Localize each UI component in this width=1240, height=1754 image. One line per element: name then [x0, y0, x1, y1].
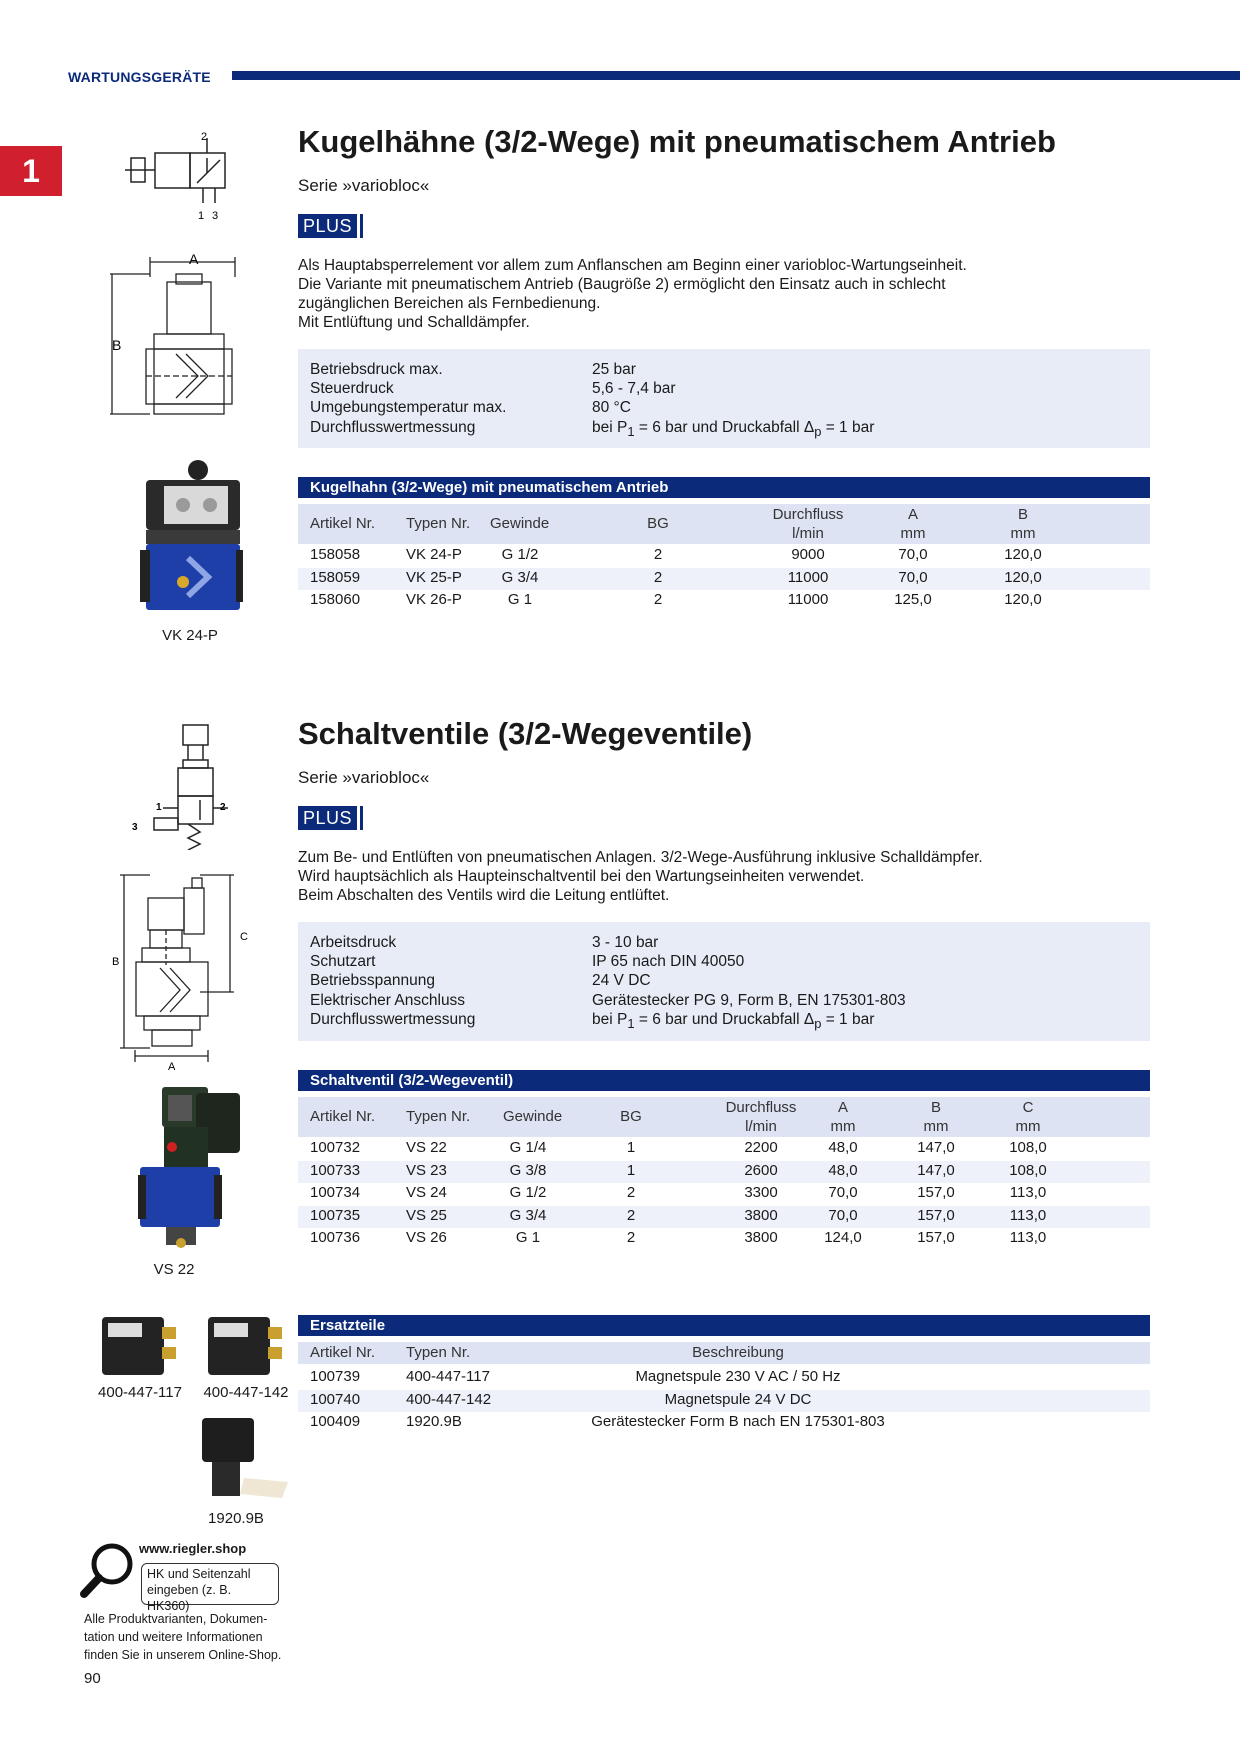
table-cell: 1	[626, 1139, 636, 1156]
table-cell: 113,0	[1009, 1229, 1047, 1247]
port-1-label: 1	[198, 210, 205, 222]
table-row	[298, 1367, 1150, 1389]
table-row	[298, 545, 1150, 567]
table-cell: 1920.9B	[406, 1413, 462, 1431]
table-cell: 9000	[791, 546, 825, 563]
spec-value: 24 V DC	[592, 972, 651, 989]
table-cell: VK 26-P	[406, 591, 462, 609]
table-row	[298, 590, 1150, 612]
table-cell: 3300	[744, 1184, 778, 1202]
table-cell: 2	[626, 1229, 636, 1247]
spec-label: Durchflusswertmessung	[310, 1011, 476, 1028]
table-title: Kugelhahn (3/2-Wege) mit pneumatischem Antrieb	[298, 477, 1150, 498]
table-cell: 2	[653, 568, 663, 586]
spec-value: 80 °C	[592, 399, 631, 416]
spec-value: bei $P_1 = 6$ bar und Druckabfall $\Delta_p = 1$ bar	[592, 419, 875, 440]
section-description: Als Hauptabsperrelement vor allem zum Anflanschen am Beginn einer variobloc-Wartungseinheit. Die Variante mit pneumatischem Antrieb (Baugröße 2) ermöglicht den Einsatz auch in schlecht zugänglichen Bereichen als Fernbedienung. Mit Entlüftung und Schalldämpfer.	[298, 257, 967, 331]
table-cell: G 1/2	[501, 546, 539, 563]
product-caption: VK 24-P	[162, 627, 218, 644]
table-cell: G 3/4	[501, 568, 539, 586]
coil-230v-image	[100, 1313, 180, 1378]
table-cell: 120,0	[1004, 546, 1042, 563]
dim-b-label: B	[112, 956, 120, 968]
table-cell: 157,0	[917, 1206, 955, 1224]
ball-valve-dimension-drawing	[110, 252, 245, 422]
table-cell: G 3/4	[509, 1206, 547, 1224]
series-label: Serie »variobloc«	[298, 768, 430, 787]
table-cell: 48,0	[828, 1139, 858, 1156]
port-3-label: 3	[132, 822, 138, 833]
table-cell: 147,0	[917, 1139, 955, 1156]
table-cell: VS 26	[406, 1229, 447, 1247]
table-row	[298, 1206, 1150, 1228]
spare-caption: 400-447-142	[203, 1384, 289, 1401]
spec-value: bei $P_1 = 6$ bar und Druckabfall $\Delta_p = 1$ bar	[592, 1011, 875, 1032]
ball-valve-product-image	[138, 460, 243, 620]
table-cell: G 1/2	[509, 1184, 547, 1202]
table-cell: 100734	[310, 1184, 361, 1202]
table-cell: 48,0	[828, 1161, 858, 1179]
spec-value: IP 65 nach DIN 40050	[592, 953, 745, 970]
table-cell: G 3/8	[509, 1161, 547, 1179]
header-bar	[232, 71, 1240, 80]
table-cell: Gerätestecker Form B nach EN 175301-803	[591, 1413, 885, 1431]
table-cell: 157,0	[917, 1184, 955, 1202]
table-cell: VS 24	[406, 1184, 447, 1202]
spec-label: Schutzart	[310, 953, 376, 970]
table-header: Artikel Nr. Typen Nr. Beschreibung	[298, 1342, 1150, 1364]
spec-label: Steuerdruck	[310, 380, 394, 397]
table-cell: 100735	[310, 1206, 361, 1224]
dim-b-label: B	[112, 337, 122, 353]
section-header: WARTUNGSGERÄTE	[68, 69, 211, 85]
valve-symbol-diagram	[125, 128, 245, 223]
table-cell: 2	[653, 546, 663, 563]
table-cell: 100736	[310, 1229, 361, 1247]
table-cell: 158059	[310, 568, 361, 586]
table-cell: 125,0	[894, 591, 932, 609]
table-header: Artikel Nr. Typen Nr. Gewinde BG Durchfluss l/min A mm B mm C mm	[298, 1097, 1150, 1137]
port-1-label: 1	[156, 802, 162, 813]
port-2-label: 2	[220, 802, 226, 813]
table-cell: 113,0	[1009, 1184, 1047, 1202]
page-number: 90	[84, 1670, 101, 1687]
table-cell: VK 25-P	[406, 568, 462, 586]
table-cell: 108,0	[1009, 1161, 1047, 1179]
table-cell: 147,0	[917, 1161, 955, 1179]
table-cell: 100739	[310, 1368, 361, 1385]
spare-caption: 1920.9B	[208, 1510, 264, 1527]
table-row	[298, 1390, 1150, 1412]
shop-hint-box: HK und Seitenzahl eingeben (z. B. HK360)	[141, 1563, 279, 1605]
table-row	[298, 1228, 1150, 1250]
table-cell: 3800	[744, 1229, 778, 1247]
table-cell: 2	[626, 1184, 636, 1202]
port-3-label: 3	[212, 210, 219, 222]
table-cell: 1	[626, 1161, 636, 1179]
magnifier-icon	[80, 1540, 140, 1600]
series-label: Serie »variobloc«	[298, 176, 430, 195]
table-cell: 70,0	[898, 546, 928, 563]
switch-valve-symbol-diagram	[128, 720, 238, 850]
port-2-label: 2	[201, 131, 208, 143]
table-cell: 113,0	[1009, 1206, 1047, 1224]
spec-label: Durchflusswertmessung	[310, 419, 476, 436]
table-cell: 2600	[744, 1161, 778, 1179]
table-cell: G 1	[515, 1229, 541, 1247]
table-cell: VK 24-P	[406, 546, 462, 563]
plug-connector-image	[198, 1416, 293, 1501]
table-cell: G 1	[507, 591, 533, 609]
spec-value: 3 - 10 bar	[592, 934, 659, 951]
table-cell: 2200	[744, 1139, 778, 1156]
table-row	[298, 1183, 1150, 1205]
spec-label: Umgebungstemperatur max.	[310, 399, 507, 416]
table-cell: 70,0	[828, 1206, 858, 1224]
table-row	[298, 568, 1150, 590]
spec-value: 5,6 - 7,4 bar	[592, 380, 676, 397]
plus-badge: PLUS	[298, 214, 363, 238]
table-cell: 3800	[744, 1206, 778, 1224]
table-cell: 100733	[310, 1161, 361, 1179]
chapter-tab: 1	[0, 146, 62, 196]
table-cell: 11000	[787, 591, 829, 609]
spec-label: Betriebsdruck max.	[310, 361, 443, 378]
table-row	[298, 1412, 1150, 1434]
table-cell: 157,0	[917, 1229, 955, 1247]
table-cell: 70,0	[828, 1184, 858, 1202]
spec-label: Elektrischer Anschluss	[310, 992, 466, 1009]
section-title: Schaltventile (3/2-Wegeventile)	[298, 716, 753, 751]
coil-24v-image	[206, 1313, 286, 1378]
spec-label: Betriebsspannung	[310, 972, 435, 989]
table-cell: 100409	[310, 1413, 361, 1431]
dim-a-label: A	[189, 252, 199, 267]
switch-valve-product-image	[138, 1085, 243, 1250]
table-cell: 400-447-142	[406, 1390, 492, 1408]
table-row	[298, 1138, 1150, 1160]
table-cell: 400-447-117	[406, 1368, 490, 1385]
table-cell: 100740	[310, 1390, 361, 1408]
spec-box	[298, 349, 1150, 448]
footer-info: Alle Produktvarianten, Dokumen- tation und weitere Informationen finden Sie in unserem Online-Shop.	[84, 1612, 282, 1662]
table-cell: 2	[653, 591, 663, 609]
table-cell: 120,0	[1004, 591, 1042, 609]
table-cell: 158060	[310, 591, 361, 609]
table-cell: 124,0	[824, 1229, 862, 1247]
table-row	[298, 1161, 1150, 1183]
spec-box	[298, 922, 1150, 1041]
section-title: Kugelhähne (3/2-Wege) mit pneumatischem Antrieb	[298, 124, 1056, 159]
table-cell: VS 25	[406, 1206, 447, 1224]
section-description: Zum Be- und Entlüften von pneumatischen Anlagen. 3/2-Wege-Ausführung inklusive Schalldämpfer. Wird hauptsächlich als Haupteinschaltventil bei den Wartungseinheiten verwendet. Beim Abschalten des Ventils wird die Leitung entlüftet.	[298, 849, 983, 904]
table-title: Ersatzteile	[298, 1315, 1150, 1336]
table-title: Schaltventil (3/2-Wegeventil)	[298, 1070, 1150, 1091]
dim-c-label: C	[240, 931, 248, 943]
table-cell: VS 22	[406, 1139, 447, 1156]
table-cell: 2	[626, 1206, 636, 1224]
spec-value: 25 bar	[592, 361, 636, 378]
table-cell: 120,0	[1004, 568, 1042, 586]
switch-valve-dimension-drawing	[110, 870, 255, 1070]
product-caption: VS 22	[153, 1261, 195, 1278]
table-header: Artikel Nr. Typen Nr. Gewinde BG Durchfluss l/min A mm B mm	[298, 504, 1150, 544]
table-cell: Magnetspule 230 V AC / 50 Hz	[635, 1368, 841, 1385]
plus-badge: PLUS	[298, 806, 363, 830]
dim-a-label: A	[168, 1061, 176, 1070]
table-cell: G 1/4	[509, 1139, 547, 1156]
table-cell: 100732	[310, 1139, 361, 1156]
table-cell: VS 23	[406, 1161, 447, 1179]
table-cell: 11000	[787, 568, 829, 586]
spec-value: Gerätestecker PG 9, Form B, EN 175301-803	[592, 992, 906, 1009]
table-cell: Magnetspule 24 V DC	[664, 1390, 812, 1408]
table-cell: 158058	[310, 546, 361, 563]
shop-url-link[interactable]: www.riegler.shop	[139, 1541, 247, 1556]
spare-caption: 400-447-117	[98, 1384, 182, 1401]
table-cell: 108,0	[1009, 1139, 1047, 1156]
spec-label: Arbeitsdruck	[310, 934, 397, 951]
table-cell: 70,0	[898, 568, 928, 586]
